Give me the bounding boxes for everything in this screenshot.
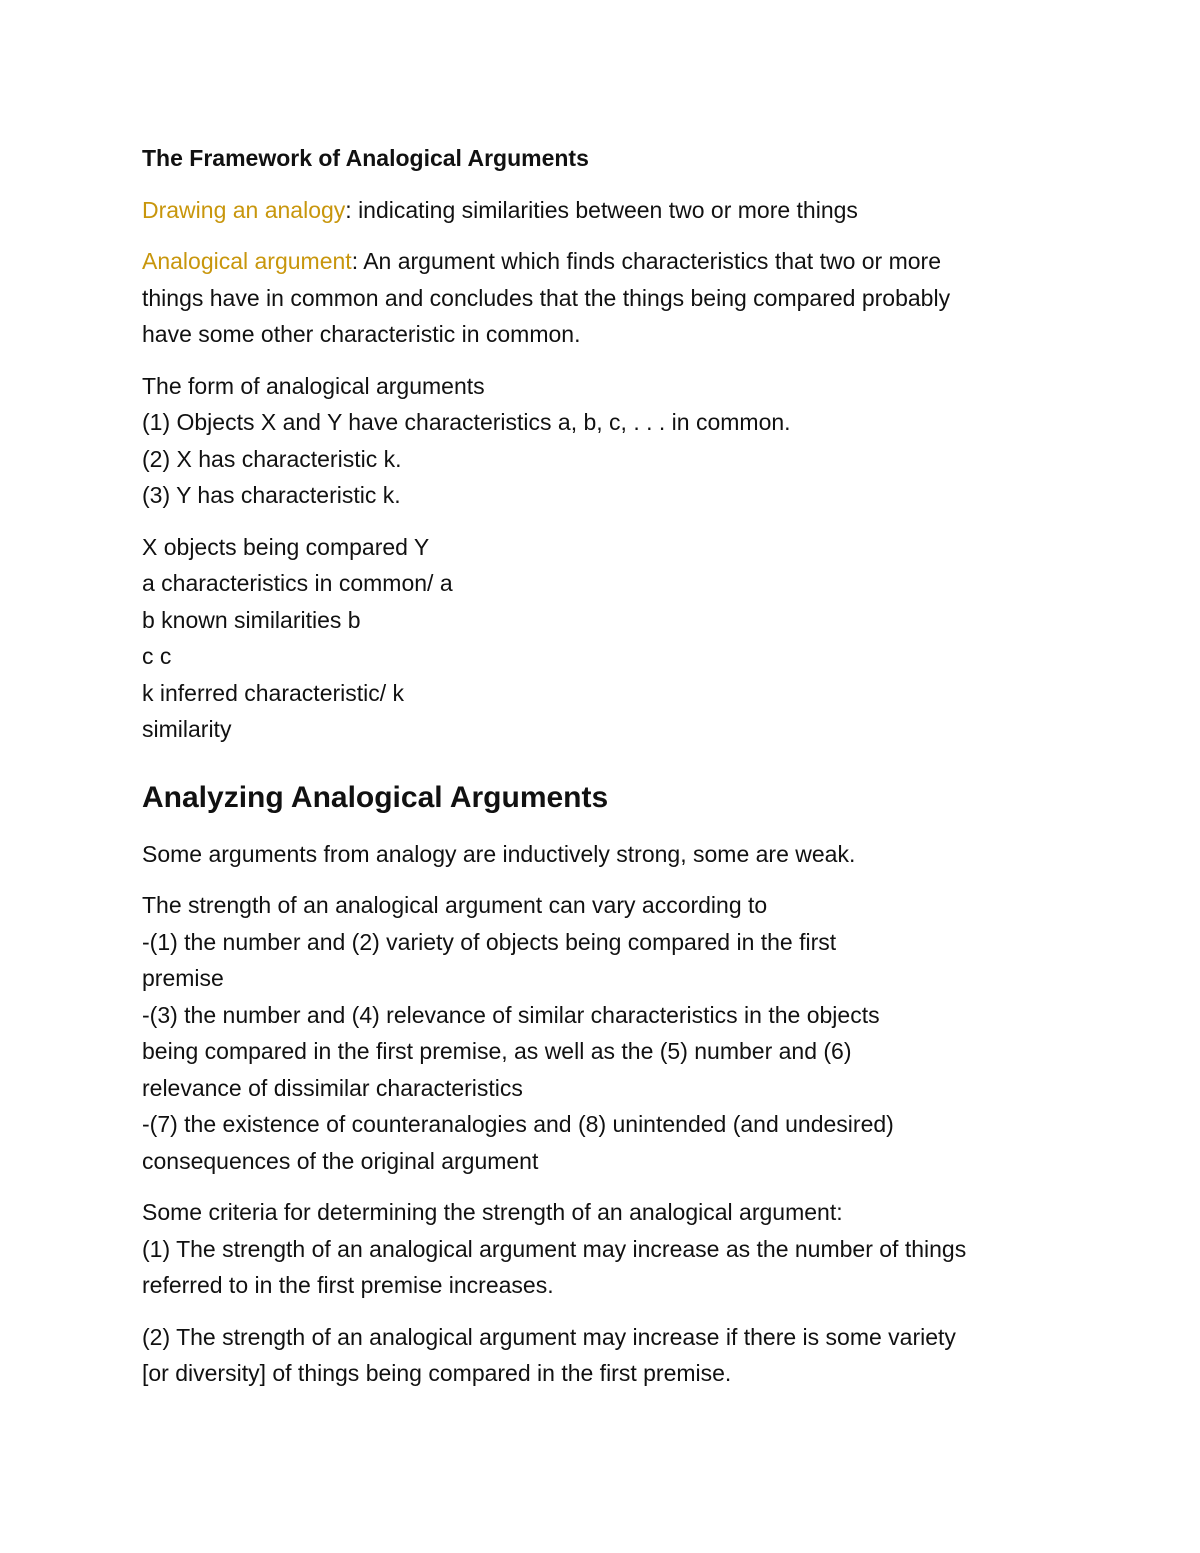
term-analogical-argument: Analogical argument	[142, 248, 352, 274]
strength-line: premise	[142, 965, 224, 991]
criteria-line: Some criteria for determining the strength of an analogical argument:	[142, 1199, 843, 1225]
legend-line: similarity	[142, 716, 232, 742]
strength-line: -(1) the number and (2) variety of objects being compared in the first	[142, 928, 837, 955]
legend-line: a characteristics in common/ a	[142, 570, 453, 596]
strength-line: -(3) the number and (4) relevance of similar characteristics in the objects	[142, 1001, 880, 1028]
criteria-line: [or diversity] of things being compared in the first premise.	[142, 1360, 732, 1386]
form-premise-2: (2) X has characteristic k.	[142, 445, 402, 472]
term-drawing-analogy: Drawing an analogy	[142, 196, 346, 223]
form-intro: The form of analogical arguments	[142, 372, 485, 399]
form-premise-1: (1) Objects X and Y have characteristics a, b, c, . . . in common.	[142, 409, 791, 435]
variable-legend	[142, 529, 1062, 748]
definition-text-line: : An argument which finds characteristics that two or more	[351, 248, 941, 274]
legend-line: X objects being compared Y	[142, 533, 430, 560]
definition-text-line: things have in common and concludes that the things being compared probably	[142, 284, 951, 311]
document-title: The Framework of Analogical Arguments	[142, 145, 589, 171]
criteria-2	[142, 1319, 1062, 1392]
criteria-line: (2) The strength of an analogical argument may increase if there is some variety	[142, 1323, 956, 1350]
strength-line: -(7) the existence of counteranalogies and (8) unintended (and undesired)	[142, 1111, 894, 1137]
definition-text: : indicating similarities between two or more things	[345, 196, 858, 223]
legend-line: k inferred characteristic/ k	[142, 679, 405, 706]
strength-factors	[142, 887, 1062, 1179]
form-conclusion: (3) Y has characteristic k.	[142, 482, 401, 508]
legend-line: b known similarities b	[142, 606, 361, 633]
strength-line: relevance of dissimilar characteristics	[142, 1074, 523, 1101]
argument-form	[142, 368, 1062, 514]
definition-text-line: have some other characteristic in common.	[142, 321, 581, 347]
section-heading: Analyzing Analogical Arguments	[142, 780, 609, 814]
intro-paragraph: Some arguments from analogy are inductively strong, some are weak.	[142, 840, 856, 867]
criteria-list	[142, 1194, 1062, 1304]
definition-drawing-analogy	[142, 192, 1062, 229]
definition-analogical-argument	[142, 243, 1062, 353]
legend-line: c c	[142, 643, 172, 669]
strength-line: consequences of the original argument	[142, 1147, 539, 1174]
document-body	[142, 140, 1062, 1407]
criteria-line: (1) The strength of an analogical argument may increase as the number of things	[142, 1235, 967, 1262]
strength-line: The strength of an analogical argument can vary according to	[142, 892, 768, 918]
strength-line: being compared in the first premise, as well as the (5) number and (6)	[142, 1038, 852, 1064]
criteria-line: referred to in the first premise increases.	[142, 1272, 554, 1298]
